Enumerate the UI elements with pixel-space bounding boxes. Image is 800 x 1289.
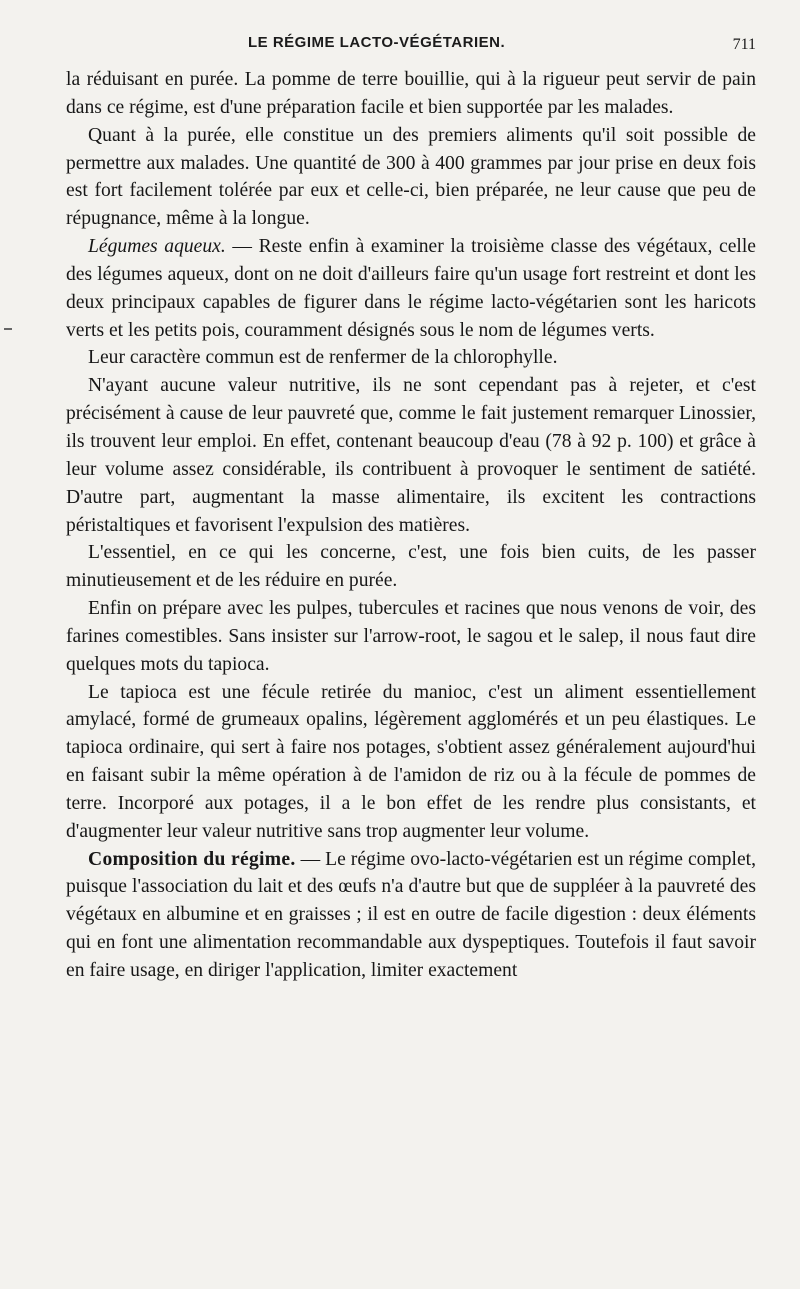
section-lead-italic: Légumes aqueux. <box>88 236 226 258</box>
paragraph-composition <box>66 846 756 985</box>
page-number: 711 <box>732 36 756 53</box>
paragraph-text: — Reste enfin à examiner la troisième classe des végétaux, celle des légumes aqueux, dont on ne doit d'ailleurs faire qu'un usage fort restreint et dont les deux principaux capables de figurer dans le régime lacto-végétarien sont les haricots verts et les petits pois, couramment désignés sous le nom de légumes verts. <box>66 236 756 341</box>
running-head <box>0 34 800 58</box>
body-text <box>66 66 756 985</box>
paragraph-essentiel <box>66 539 756 595</box>
paragraph-text: Leur caractère commun est de renfermer de la chlorophylle. <box>88 347 558 369</box>
margin-mark <box>4 328 12 330</box>
paragraph-valeur-nutritive <box>66 372 756 539</box>
paragraph-text: — Le régime ovo-lacto-végétarien est un régime complet, puisque l'association du lait et des œufs n'a d'autre but que de suppléer à la pauvreté des végétaux en albumine et en graisses ; il est en outre de facile digestion : deux éléments qui en font une alimentation recommandable aux dyspeptiques. Toutefois il faut savoir en faire usage, en diriger l'application, limiter exactement <box>66 848 756 981</box>
paragraph-text: Enfin on prépare avec les pulpes, tubercules et racines que nous venons de voir, des farines comestibles. Sans insister sur l'arrow-root, le sagou et le salep, il nous faut dire quelques mots du tapioca. <box>66 598 756 675</box>
paragraph-puree <box>66 122 756 233</box>
paragraph-text: Le tapioca est une fécule retirée du manioc, c'est un aliment essentiellement amylacé, formé de grumeaux opalins, légèrement agglomérés et un peu élastiques. Le tapioca ordinaire, qui sert à faire nos potages, s'obtient assez généralement aujourd'hui en faisant subir la même opération à de l'amidon de riz ou à la fécule de pommes de terre. Incorporé aux potages, il a le bon effet de les rendre plus consistants, et d'augmenter leur valeur nutritive sans trop augmenter leur volume. <box>66 681 756 842</box>
paragraph-continuation <box>66 66 756 122</box>
paragraph-text: Quant à la purée, elle constitue un des premiers aliments qu'il soit possible de permettre aux malades. Une quantité de 300 à 400 grammes par jour prise en deux fois est fort facilement tolérée par eux et celle-ci, bien préparée, ne leur cause que peu de répugnance, même à la longue. <box>66 124 756 230</box>
paragraph-tapioca <box>66 679 756 846</box>
paragraph-farines <box>66 595 756 679</box>
paragraph-text: N'ayant aucune valeur nutritive, ils ne sont cependant pas à rejeter, et c'est précisément à cause de leur pauvreté que, comme le fait justement remarquer Linossier, ils trouvent leur emploi. En effet, contenant beaucoup d'eau (78 à 92 p. 100) et grâce à leur volume assez considérable, ils contribuent à provoquer le sentiment de satiété. D'autre part, augmentant la masse alimentaire, ils excitent les contractions péristaltiques et favorisent l'expulsion des matières. <box>66 375 756 536</box>
running-title: LE RÉGIME LACTO-VÉGÉTARIEN. <box>248 34 506 51</box>
paragraph-chlorophylle <box>66 344 756 372</box>
paragraph-legumes-aqueux <box>66 233 756 344</box>
paragraph-text: la réduisant en purée. La pomme de terre bouillie, qui à la rigueur peut servir de pain dans ce régime, est d'une préparation facile et bien supportée par les malades. <box>66 69 756 118</box>
paragraph-text: L'essentiel, en ce qui les concerne, c'est, une fois bien cuits, de les passer minutieusement et de les réduire en purée. <box>66 542 756 592</box>
section-lead-bold: Composition du régime. <box>88 848 296 870</box>
